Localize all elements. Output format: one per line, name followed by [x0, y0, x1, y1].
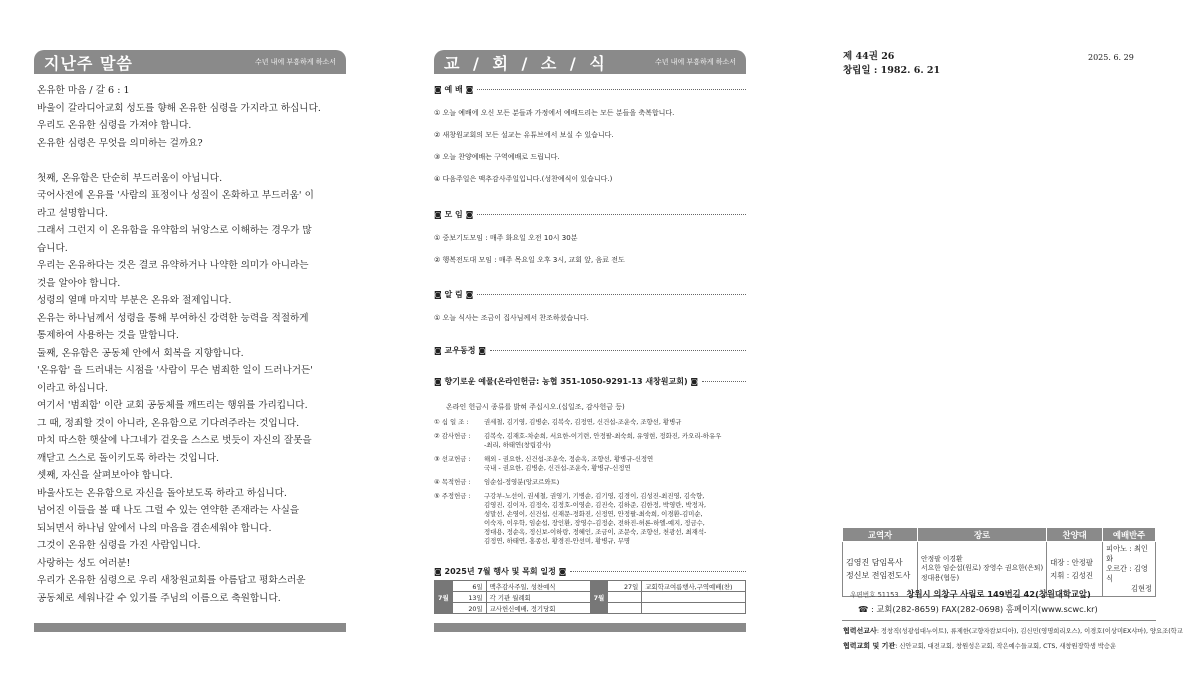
- member-news-heading: ◙ 교우동정 ◙: [434, 343, 746, 357]
- accompanist-name: 오르간 : 김영식: [1106, 564, 1148, 583]
- sermon-line: 습니다.: [37, 242, 68, 254]
- sermon-line: 깨닫고 스스로 돌이키도록 하라는 것입니다.: [37, 452, 220, 464]
- church-contact: [850, 587, 1155, 616]
- offering-intro: 온라인 헌금시 종류를 밝혀 주십시오.(십일조, 감사헌금 등): [446, 403, 625, 411]
- schedule-table: [434, 580, 746, 614]
- choir-conductor: 지휘 : 김성진: [1050, 571, 1094, 580]
- schedule-day: [608, 592, 642, 603]
- worship-item: ④ 다음주일은 맥추감사주일입니다.(성찬예식이 있습니다.): [434, 175, 613, 183]
- offering-names: -최리, 하태연(창립감사): [484, 441, 551, 449]
- offering-label: ② 감사헌금 :: [434, 432, 471, 440]
- header-accompanist: 예배반주: [1103, 528, 1156, 542]
- sermon-line: 마치 따스한 햇살에 나그네가 겉옷을 스스로 벗듯이 자신의 잘못을: [37, 435, 312, 446]
- sermon-line: 온유한 심령은 무엇을 의미하는 걸까요?: [37, 137, 203, 149]
- sermon-header: [34, 50, 346, 74]
- elder-names: 안정팔 이경환: [921, 554, 963, 563]
- schedule-day: 20일: [452, 603, 486, 614]
- sermon-line: 공동체로 세워나갈 수 있기를 주님의 이름으로 축원합니다.: [37, 592, 281, 604]
- offering-names: 임순섭-정영분(앙코르와트): [484, 478, 560, 486]
- offering-item: [434, 492, 706, 546]
- mission-list: : 정창직(성광섭대누이트), 류제한(고향자캄보디아), 김신민(영명희리오스), 이경호(이상미EX샤마), 양요조(학교: [876, 628, 1183, 635]
- table-row: [435, 581, 746, 592]
- sermon-line: [37, 152, 345, 170]
- sermon-line: 우리도 온유한 심령을 가져야 합니다.: [37, 120, 192, 131]
- worship-item: ① 오늘 예배에 오신 모든 분들과 가정에서 예배드리는 모든 분들을 축복합니다.: [434, 109, 675, 117]
- header-elders: 장로: [918, 528, 1047, 542]
- partner-list: : 신안교회, 대전교회, 창원성은교회, 작은예수들교회, CTS, 새창원장학생 박승운: [895, 643, 1117, 650]
- sermon-line: 통제하여 사용하는 것을 말합니다.: [37, 330, 179, 341]
- volume-number: 제 44권 26: [843, 51, 895, 62]
- offering-names: 권세철, 김기영, 김병순, 김복숙, 김정연, 신건섭-조운숙, 조향선, 황병규: [484, 418, 682, 426]
- table-row: [435, 603, 746, 614]
- pastor-name: 김영진 담임목사: [846, 558, 903, 567]
- sermon-line: 셋째, 자신을 살펴보아야 합니다.: [37, 470, 173, 481]
- sermon-line: 그것이 온유한 심령을 가진 사람입니다.: [37, 540, 201, 551]
- offering-item: [434, 478, 559, 487]
- table-row: [435, 592, 746, 603]
- sermon-line: '온유함' 을 드러내는 시점을 '사람이 무슨 범죄한 일이 드러나거든': [37, 365, 313, 376]
- sermon-line: 우리는 온유하다는 것은 결코 유약하거나 나약한 의미가 아니라는: [37, 260, 309, 271]
- elder-names: 서요한 임순섭(원로) 장영수 권요한(은퇴): [921, 564, 1044, 573]
- partners-block: [843, 624, 1183, 654]
- sermon-line: 온유는 하나님께서 성령을 통해 부여하신 강력한 능력을 적절하게: [37, 312, 309, 324]
- offering-names: 해외 - 권요한, 신건섭-조운숙, 정순옥, 조향선, 황병규-신정연: [484, 455, 654, 463]
- offering-item: [434, 418, 681, 427]
- meeting-item: ② 행복전도대 모임 : 매주 목요일 오후 3시, 교회 앞, 음료 전도: [434, 256, 625, 264]
- sermon-line: 넘어진 이들을 볼 때 나도 그럴 수 있는 연약한 존재라는 사실을: [37, 505, 300, 516]
- staff-header-row: [843, 528, 1156, 542]
- schedule-day: 6일: [452, 581, 486, 592]
- sermon-line: 바울이 갈라디아교회 성도를 향해 온유한 심령을 가지라고 하십니다.: [37, 102, 321, 114]
- sermon-motto: 수년 내에 부흥하게 하소서: [254, 58, 336, 66]
- sermon-line: 사랑하는 성도 여러분!: [37, 557, 131, 569]
- sermon-line: 첫째, 온유함은 단순히 부드러움이 아닙니다.: [37, 172, 223, 184]
- founding-date: 창립일 : 1982. 6. 21: [843, 65, 941, 76]
- offering-names: 구강부-노선이, 권세철, 권영기, 기병순, 김기영, 김경이, 김성진-최진영, 김숙향,: [484, 492, 705, 500]
- offering-label: ① 십 일 조 :: [434, 418, 469, 426]
- sermon-line: 온유한 마음 / 갈 6 : 1: [37, 85, 130, 96]
- sermon-line: 성령의 열매 마지막 부분은 온유와 절제입니다.: [37, 295, 232, 306]
- sermon-line: 그 때, 정죄할 것이 아니라, 온유함으로 기다려주라는 것입니다.: [37, 417, 300, 429]
- header-pastors: 교역자: [843, 528, 918, 542]
- elder-names: 정대용(협동): [921, 573, 960, 582]
- offering-item: [434, 432, 721, 450]
- notice-item: ① 오늘 식사는 조금이 집사님께서 찬조하셨습니다.: [434, 314, 589, 322]
- schedule-event: 교회학교여름행사,구역예배(찬): [642, 581, 746, 592]
- schedule-day: 27일: [608, 581, 642, 592]
- offering-names: 이숙자, 이우학, 임순섭, 장인환, 장영수-김정순, 전하진-허론-하엘-예지, 정금수,: [484, 519, 705, 527]
- church-address: 창원시 의창구 사림로 149번길 42(창원대학교앞): [906, 589, 1091, 599]
- sermon-line: 바울사도는 온유함으로 자신을 돌아보도록 하라고 하십니다.: [37, 487, 287, 499]
- offering-heading: ◙ 향기로운 예물(온라인헌금: 농협 351-1050-9291-13 새창원교회) ◙: [434, 374, 746, 388]
- offering-label: ⑤ 주정헌금 :: [434, 492, 471, 500]
- offering-names: 성말선, 손영이, 신건섭, 신재문-정화진, 신정연, 안정팔-최숙희, 이경환-김미순,: [484, 510, 703, 518]
- schedule-event: 각 기관 월례회: [486, 592, 590, 603]
- schedule-month-2: 7월: [590, 581, 608, 614]
- zip-code: 우편번호 51153: [850, 591, 899, 599]
- schedule-event: 맥추감사주일, 성찬예식: [486, 581, 590, 592]
- news-motto: 수년 내에 부흥하게 하소서: [654, 58, 736, 66]
- schedule-day: 13일: [452, 592, 486, 603]
- offering-names: 김영진, 김이자, 김정숙, 김정호-이영순, 김진숙, 김하준, 김한정, 박영란, 박정자,: [484, 501, 707, 509]
- sermon-line: 둘째, 온유함은 공동체 안에서 회복을 지향합니다.: [37, 347, 244, 359]
- partner-label: 협력교회 및 기관: [843, 642, 896, 650]
- offering-label: ④ 목적헌금 :: [434, 478, 471, 486]
- choir-leader: 대장 : 안정팔: [1050, 558, 1094, 567]
- worship-item: ② 새창원교회의 모든 설교는 유튜브에서 보실 수 있습니다.: [434, 131, 614, 139]
- worship-section-heading: ◙ 예 배 ◙: [434, 82, 746, 96]
- accompanist-name: 피아노 : 최인화: [1106, 544, 1148, 563]
- mission-label: 협력선교사: [843, 627, 877, 635]
- accompanist-name: 김현정: [1131, 584, 1152, 593]
- bulletin-date: 2025. 6. 29: [1088, 53, 1134, 62]
- schedule-heading: ◙ 2025년 7월 행사 및 목회 일정 ◙: [434, 564, 746, 578]
- schedule-day: [608, 603, 642, 614]
- offering-names: 김정연, 하태연, 홍종선, 황경진-안선미, 황병규, 무명: [484, 537, 631, 545]
- offering-names: 정대용, 정순옥, 정신보-이하랑, 정혜인, 조금이, 조문숙, 조향선, 천광선, 최재석-: [484, 528, 707, 536]
- sermon-title: 지난주 말씀: [44, 53, 133, 73]
- sermon-line: 국어사전에 온유를 '사람의 표정이나 성질이 온화하고 부드러움' 이: [37, 190, 314, 201]
- middle-footer-bar: [434, 623, 746, 632]
- schedule-event: [642, 592, 746, 603]
- left-footer-bar: [34, 623, 346, 632]
- meeting-section-heading: ◙ 모 임 ◙: [434, 207, 746, 221]
- sermon-line: 되뇌면서 하나님 앞에서 나의 마음을 겸손세워야 합니다.: [37, 522, 272, 534]
- news-title: 교 / 회 / 소 / 식: [444, 53, 609, 73]
- sermon-body: [37, 82, 345, 607]
- offering-item: [434, 455, 653, 473]
- schedule-event: [642, 603, 746, 614]
- header-choir: 찬양대: [1047, 528, 1103, 542]
- notice-section-heading: ◙ 알 림 ◙: [434, 287, 746, 301]
- sermon-line: 이라고 하십니다.: [37, 382, 108, 394]
- worship-item: ③ 오늘 찬양예배는 구역예배로 드립니다.: [434, 153, 560, 161]
- sermon-line: 것을 알아야 합니다.: [37, 277, 121, 289]
- schedule-month: 7월: [435, 581, 453, 614]
- news-header: [434, 50, 746, 74]
- bulletin-volume: [843, 50, 940, 78]
- church-phone: ☎ : 교회(282-8659) FAX(282-0698) 홈페이지(www.scwc.kr): [858, 604, 1098, 614]
- offering-names: 김복숙, 김재호-차순희, 서요한-이기련, 안정팔-최숙희, 유영현, 정화진, 카오리-하유우: [484, 432, 722, 440]
- schedule-event: 교사헌신예배, 정기당회: [486, 603, 590, 614]
- sermon-line: 그래서 그런지 이 온유함을 유약함의 뉘앙스로 이해하는 경우가 많: [37, 225, 312, 236]
- sermon-line: 여기서 '범죄함' 이란 교회 공동체를 깨뜨리는 행위를 가리킵니다.: [37, 400, 308, 411]
- meeting-item: ① 중보기도모임 : 매주 화요일 오전 10시 30분: [434, 234, 578, 242]
- divider: [842, 620, 1156, 621]
- pastor-name: 정신보 전임전도사: [846, 571, 911, 580]
- sermon-line: 라고 설명합니다.: [37, 207, 108, 219]
- offering-label: ③ 선교헌금 :: [434, 455, 471, 463]
- offering-names: 국내 - 권요한, 김병순, 신건섭-조운숙, 황병규-신정연: [484, 464, 631, 472]
- sermon-line: 우리가 온유한 심령으로 우리 새창원교회를 아름답고 평화스러운: [37, 575, 306, 586]
